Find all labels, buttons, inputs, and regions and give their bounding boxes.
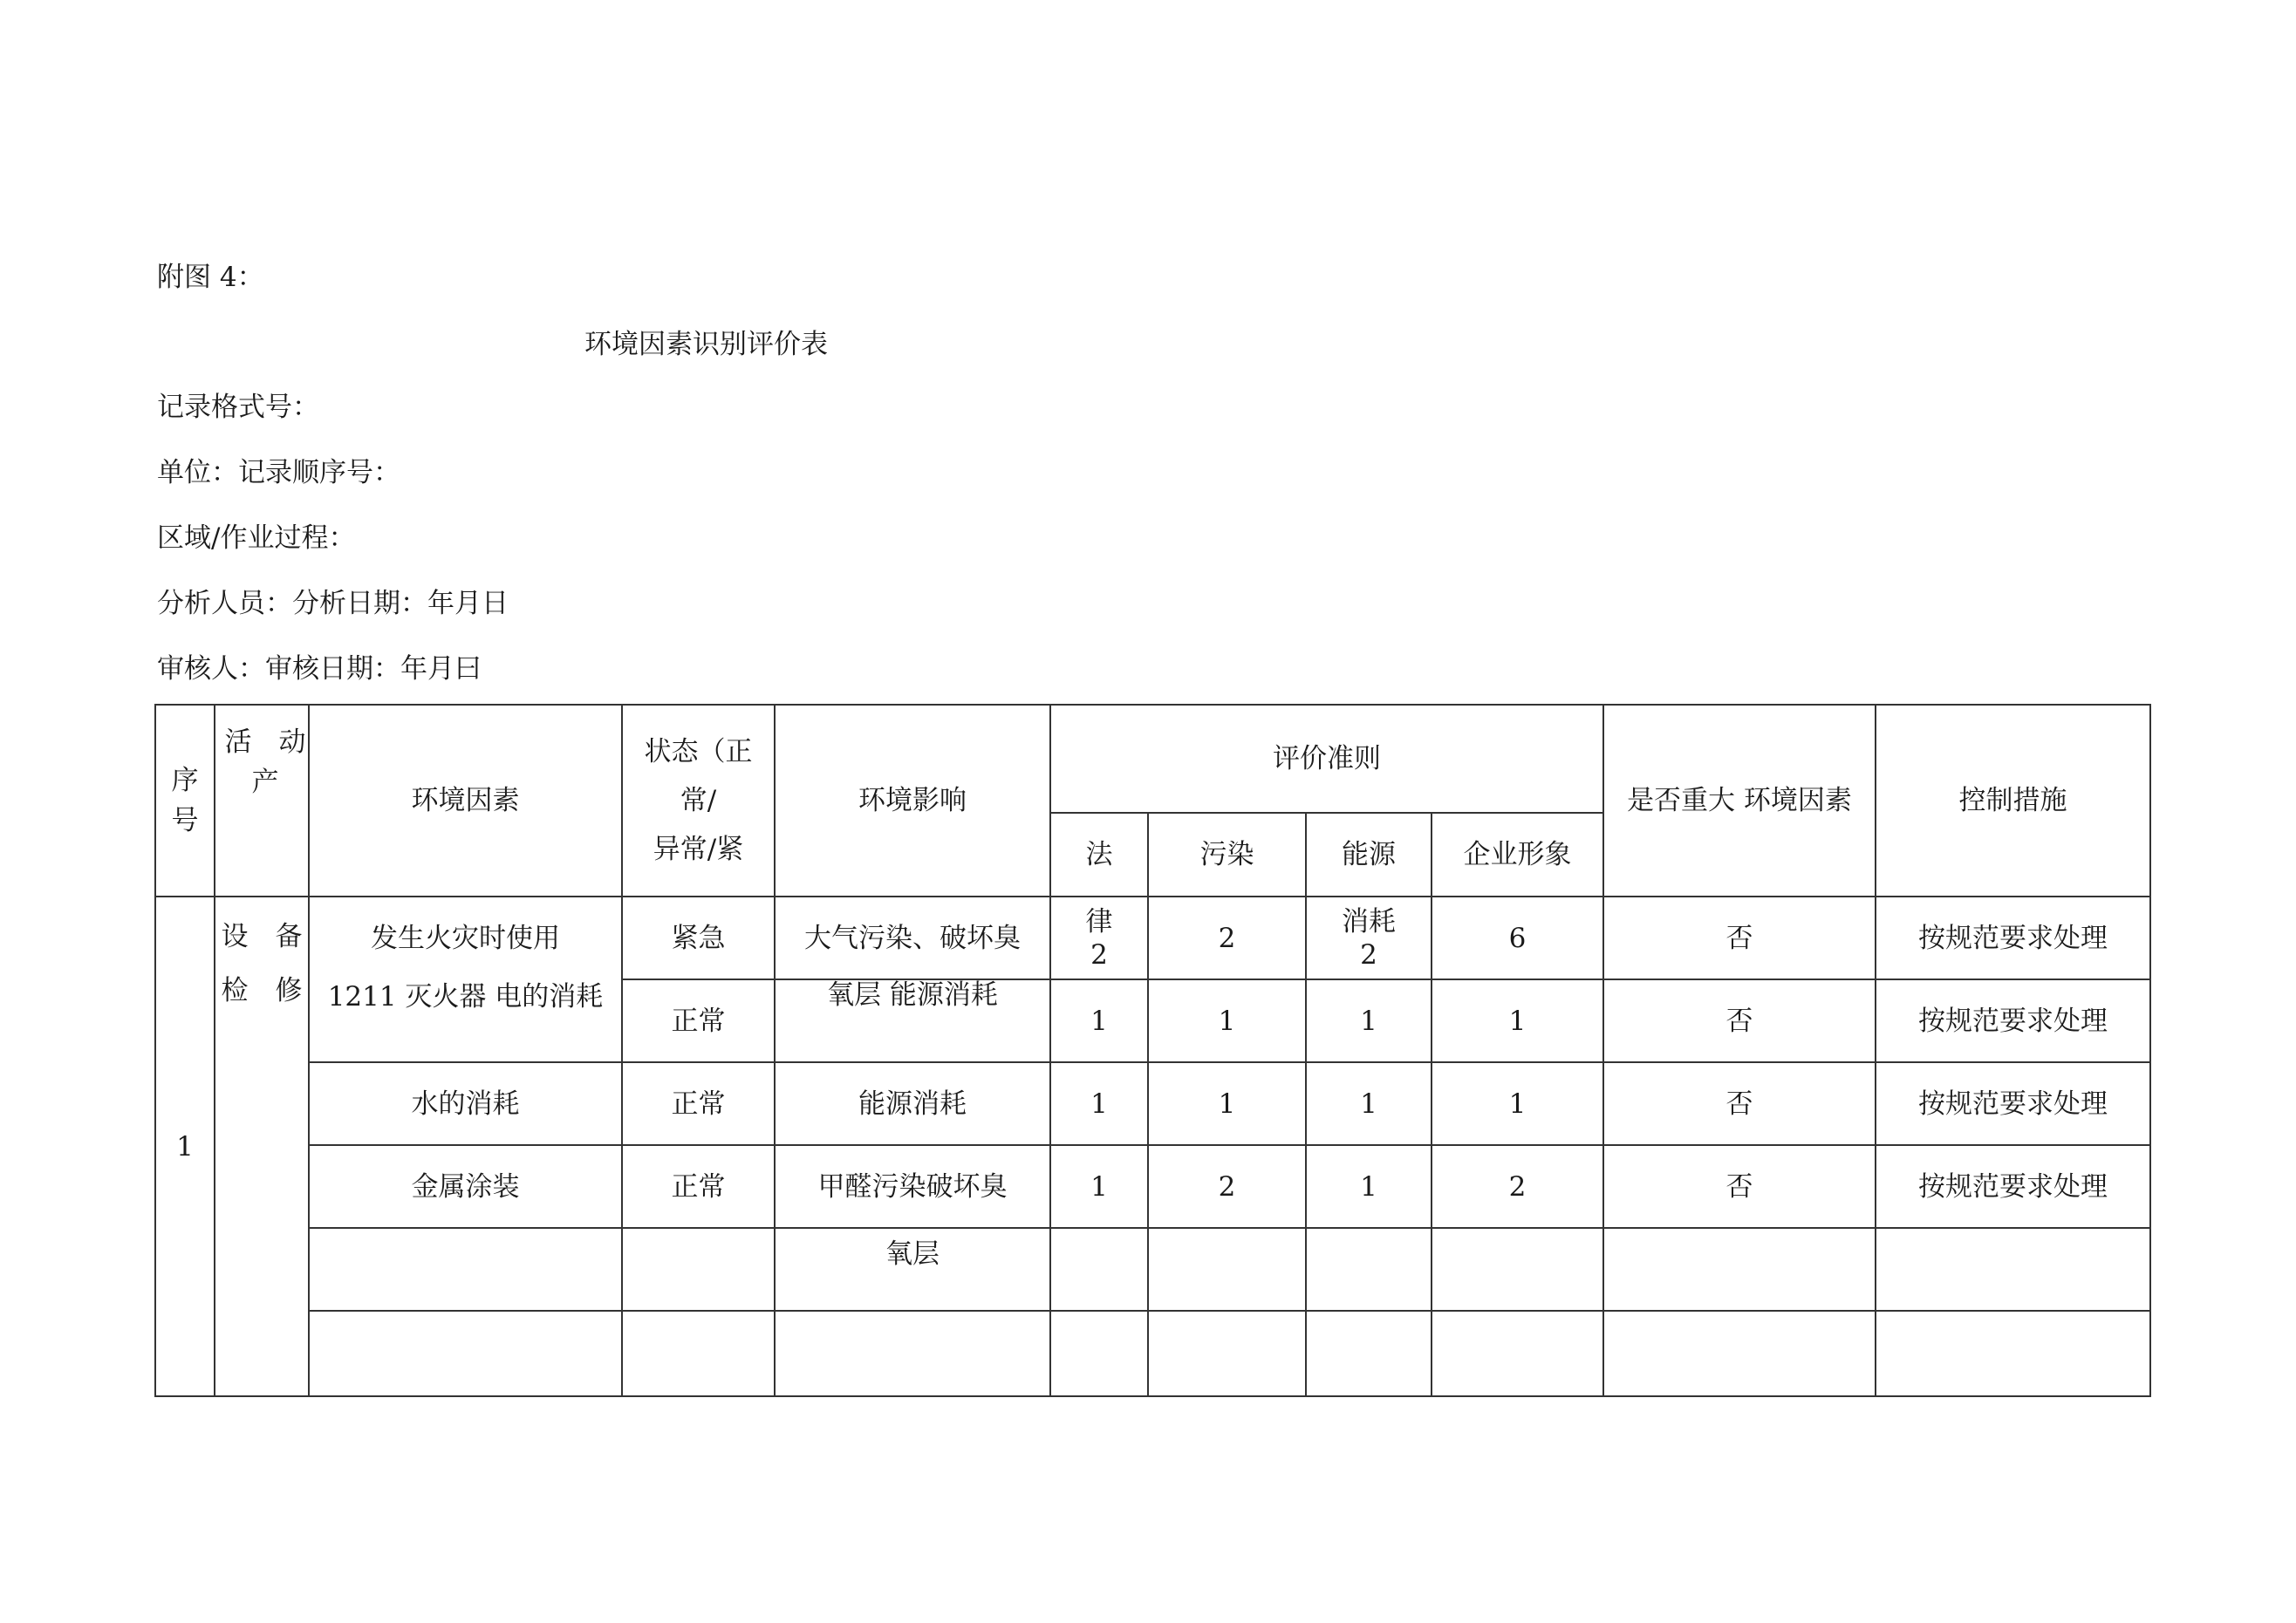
row1-impact: 大气污染、破坏臭 bbox=[804, 922, 1021, 954]
row4-factor: 金属涂装 bbox=[411, 1170, 520, 1203]
row4-control: 按规范要求处理 bbox=[1918, 1170, 2108, 1203]
row2-image: 1 bbox=[1508, 1005, 1527, 1037]
row5-impact: 氧层 bbox=[885, 1238, 940, 1270]
appendix-label: 附图 4： bbox=[157, 262, 264, 293]
row3-factor: 水的消耗 bbox=[411, 1088, 520, 1120]
header-law: 法 bbox=[1085, 839, 1113, 870]
header-factor: 环境因素 bbox=[411, 785, 520, 816]
row2-energy: 1 bbox=[1360, 1005, 1377, 1037]
activity-cell: 设 备 检 修 bbox=[221, 921, 303, 1006]
header-image: 企业形象 bbox=[1463, 839, 1572, 870]
row1-law: 律 2 bbox=[1085, 905, 1113, 971]
row4-image: 2 bbox=[1508, 1170, 1527, 1203]
row3-image: 1 bbox=[1508, 1088, 1527, 1120]
row1-energy: 消耗 2 bbox=[1342, 905, 1396, 971]
header-state: 状态（正 常/ 异常/紧 bbox=[644, 736, 753, 865]
row2-control: 按规范要求处理 bbox=[1918, 1005, 2108, 1037]
row2-state: 正常 bbox=[671, 1005, 726, 1037]
seq-cell: 1 bbox=[176, 1130, 194, 1163]
unit-label: 单位：记录顺序号： bbox=[157, 457, 400, 488]
row1-pollution: 2 bbox=[1218, 922, 1236, 954]
row1-factor: 发生火灾时使用 bbox=[371, 922, 560, 954]
row3-impact: 能源消耗 bbox=[858, 1088, 967, 1120]
row3-energy: 1 bbox=[1360, 1088, 1377, 1120]
row2-law: 1 bbox=[1090, 1005, 1108, 1037]
row1-state: 紧急 bbox=[671, 922, 726, 954]
row4-law: 1 bbox=[1090, 1170, 1108, 1203]
row3-law: 1 bbox=[1090, 1088, 1108, 1120]
analyst-label: 分析人员：分析日期：年月日 bbox=[157, 588, 509, 619]
header-energy: 能源 bbox=[1342, 839, 1396, 870]
row1-significant: 否 bbox=[1725, 922, 1753, 954]
header-seq: 序 号 bbox=[171, 765, 199, 836]
reviewer-label: 审核人：审核日期：年月曰 bbox=[157, 653, 482, 685]
row3-control: 按规范要求处理 bbox=[1918, 1088, 2108, 1120]
row1-control: 按规范要求处理 bbox=[1918, 922, 2108, 954]
header-impact: 环境影响 bbox=[858, 785, 967, 816]
header-control: 控制措施 bbox=[1958, 785, 2067, 816]
row4-significant: 否 bbox=[1725, 1170, 1753, 1203]
area-label: 区域/作业过程： bbox=[157, 522, 356, 554]
row1-image: 6 bbox=[1508, 922, 1527, 954]
row4-energy: 1 bbox=[1360, 1170, 1377, 1203]
page-title: 环境因素识别评价表 bbox=[584, 329, 828, 360]
row3-pollution: 1 bbox=[1218, 1088, 1236, 1120]
row2-significant: 否 bbox=[1725, 1005, 1753, 1037]
row3-state: 正常 bbox=[671, 1088, 726, 1120]
header-criteria: 评价准则 bbox=[1273, 743, 1381, 774]
header-significant: 是否重大 环境因素 bbox=[1627, 785, 1852, 816]
row3-significant: 否 bbox=[1725, 1088, 1753, 1120]
row4-state: 正常 bbox=[671, 1170, 726, 1203]
header-pollution: 污染 bbox=[1199, 839, 1254, 870]
header-activity: 活 动 产 bbox=[224, 726, 306, 798]
row2-pollution: 1 bbox=[1218, 1005, 1236, 1037]
record-format-label: 记录格式号： bbox=[157, 392, 319, 423]
row2-factor: 1211 灭火器 电的消耗 bbox=[327, 981, 604, 1013]
row4-pollution: 2 bbox=[1218, 1170, 1236, 1203]
row4-impact: 甲醛污染破坏臭 bbox=[817, 1170, 1008, 1203]
row2-impact: 氧层 能源消耗 bbox=[827, 979, 998, 1011]
